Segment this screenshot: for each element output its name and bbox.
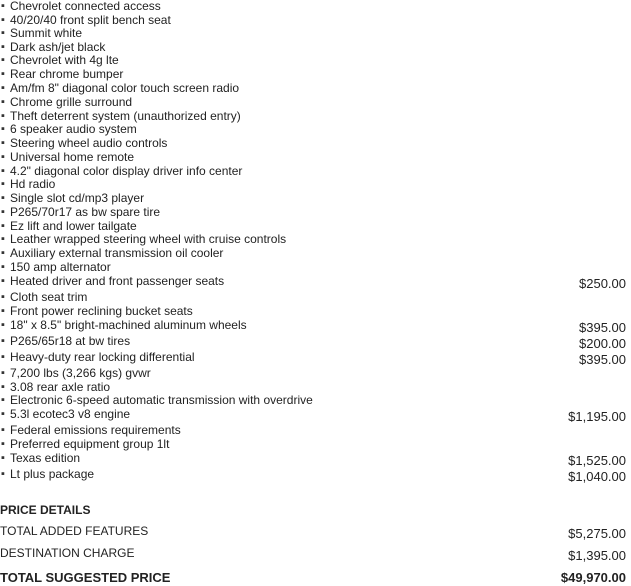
feature-label: 5.3l ecotec3 v8 engine xyxy=(10,407,131,421)
bullet-icon: ▪ xyxy=(1,165,5,177)
feature-item xyxy=(0,0,631,14)
feature-label: Electronic 6-speed automatic transmission with overdrive xyxy=(10,393,313,407)
feature-item xyxy=(0,151,631,165)
feature-label: Preferred equipment group 1lt xyxy=(10,437,170,451)
feature-label: Chevrolet with 4g lte xyxy=(10,53,119,67)
bullet-icon: ▪ xyxy=(1,54,5,66)
bullet-icon: ▪ xyxy=(1,41,5,53)
feature-label: Hd radio xyxy=(10,177,56,191)
bullet-icon: ▪ xyxy=(1,291,5,303)
bullet-icon: ▪ xyxy=(1,96,5,108)
feature-item xyxy=(0,261,631,275)
feature-item xyxy=(0,394,631,408)
feature-item xyxy=(0,367,631,381)
feature-label: Leather wrapped steering wheel with cruise controls xyxy=(10,232,287,246)
feature-label: 4.2" diagonal color display driver info center xyxy=(10,164,243,178)
feature-label: 7,200 lbs (3,266 kgs) gvwr xyxy=(10,366,151,380)
feature-item xyxy=(0,82,631,96)
bullet-icon: ▪ xyxy=(1,82,5,94)
feature-label: P265/65r18 at bw tires xyxy=(10,334,131,348)
feature-item xyxy=(0,424,631,438)
bullet-icon: ▪ xyxy=(1,351,5,363)
feature-item xyxy=(0,275,631,289)
bullet-icon: ▪ xyxy=(1,220,5,232)
feature-label: Federal emissions requirements xyxy=(10,423,181,437)
bullet-icon: ▪ xyxy=(1,110,5,122)
feature-label: Lt plus package xyxy=(10,467,95,481)
feature-item xyxy=(0,178,631,192)
feature-label: Single slot cd/mp3 player xyxy=(10,191,145,205)
feature-item xyxy=(0,206,631,220)
feature-item xyxy=(0,123,631,137)
feature-item xyxy=(0,192,631,206)
bullet-icon: ▪ xyxy=(1,305,5,317)
bullet-icon: ▪ xyxy=(1,233,5,245)
feature-item xyxy=(0,291,631,305)
feature-item xyxy=(0,452,631,466)
bullet-icon: ▪ xyxy=(1,408,5,420)
bullet-icon: ▪ xyxy=(1,178,5,190)
bullet-icon: ▪ xyxy=(1,68,5,80)
feature-price: $395.00 xyxy=(579,352,626,367)
feature-label: Steering wheel audio controls xyxy=(10,136,168,150)
bullet-icon: ▪ xyxy=(1,275,5,287)
total-added-features-value: $5,275.00 xyxy=(568,526,626,541)
feature-item xyxy=(0,247,631,261)
feature-item xyxy=(0,233,631,247)
destination-charge-label: DESTINATION CHARGE xyxy=(0,546,135,560)
feature-item xyxy=(0,335,631,349)
bullet-icon: ▪ xyxy=(1,137,5,149)
feature-price: $250.00 xyxy=(579,276,626,291)
bullet-icon: ▪ xyxy=(1,192,5,204)
feature-item xyxy=(0,468,631,482)
feature-item xyxy=(0,408,631,422)
bullet-icon: ▪ xyxy=(1,381,5,393)
price-details-heading: PRICE DETAILS xyxy=(0,503,91,517)
bullet-icon: ▪ xyxy=(1,335,5,347)
bullet-icon: ▪ xyxy=(1,438,5,450)
total-suggested-price-label: TOTAL SUGGESTED PRICE xyxy=(0,570,171,585)
feature-label: Chevrolet connected access xyxy=(10,0,161,13)
feature-label: Ez lift and lower tailgate xyxy=(10,219,137,233)
feature-label: 3.08 rear axle ratio xyxy=(10,380,111,394)
feature-label: Texas edition xyxy=(10,451,81,465)
feature-price: $1,040.00 xyxy=(568,469,626,484)
destination-charge-value: $1,395.00 xyxy=(568,548,626,563)
feature-label: Heated driver and front passenger seats xyxy=(10,274,225,288)
feature-item xyxy=(0,14,631,28)
bullet-icon: ▪ xyxy=(1,367,5,379)
feature-label: Front power reclining bucket seats xyxy=(10,304,193,318)
feature-price: $200.00 xyxy=(579,336,626,351)
bullet-icon: ▪ xyxy=(1,452,5,464)
feature-label: Auxiliary external transmission oil cooler xyxy=(10,246,224,260)
feature-label: Summit white xyxy=(10,26,83,40)
bullet-icon: ▪ xyxy=(1,206,5,218)
bullet-icon: ▪ xyxy=(1,27,5,39)
feature-label: Chrome grille surround xyxy=(10,95,133,109)
feature-item xyxy=(0,319,631,333)
feature-label: 18" x 8.5" bright-machined aluminum wheels xyxy=(10,318,247,332)
feature-item xyxy=(0,305,631,319)
feature-item xyxy=(0,27,631,41)
feature-label: Dark ash/jet black xyxy=(10,40,106,54)
feature-item xyxy=(0,68,631,82)
feature-label: P265/70r17 as bw spare tire xyxy=(10,205,161,219)
bullet-icon: ▪ xyxy=(1,261,5,273)
feature-label: 150 amp alternator xyxy=(10,260,111,274)
feature-label: Rear chrome bumper xyxy=(10,67,124,81)
feature-item xyxy=(0,54,631,68)
feature-item xyxy=(0,96,631,110)
bullet-icon: ▪ xyxy=(1,468,5,480)
bullet-icon: ▪ xyxy=(1,424,5,436)
feature-price: $395.00 xyxy=(579,320,626,335)
bullet-icon: ▪ xyxy=(1,394,5,406)
feature-price: $1,195.00 xyxy=(568,409,626,424)
feature-label: 40/20/40 front split bench seat xyxy=(10,13,171,27)
bullet-icon: ▪ xyxy=(1,247,5,259)
bullet-icon: ▪ xyxy=(1,319,5,331)
total-suggested-price-value: $49,970.00 xyxy=(560,570,626,585)
feature-label: Am/fm 8" diagonal color touch screen radio xyxy=(10,81,240,95)
feature-price: $1,525.00 xyxy=(568,453,626,468)
feature-item xyxy=(0,165,631,179)
feature-label: Theft deterrent system (unauthorized entry) xyxy=(10,109,241,123)
feature-item xyxy=(0,137,631,151)
bullet-icon: ▪ xyxy=(1,0,5,12)
feature-label: Heavy-duty rear locking differential xyxy=(10,350,195,364)
total-added-features-label: TOTAL ADDED FEATURES xyxy=(0,524,149,538)
feature-label: Universal home remote xyxy=(10,150,135,164)
feature-label: 6 speaker audio system xyxy=(10,122,137,136)
bullet-icon: ▪ xyxy=(1,14,5,26)
feature-item xyxy=(0,351,631,365)
feature-label: Cloth seat trim xyxy=(10,290,88,304)
bullet-icon: ▪ xyxy=(1,123,5,135)
feature-item xyxy=(0,438,631,452)
bullet-icon: ▪ xyxy=(1,151,5,163)
